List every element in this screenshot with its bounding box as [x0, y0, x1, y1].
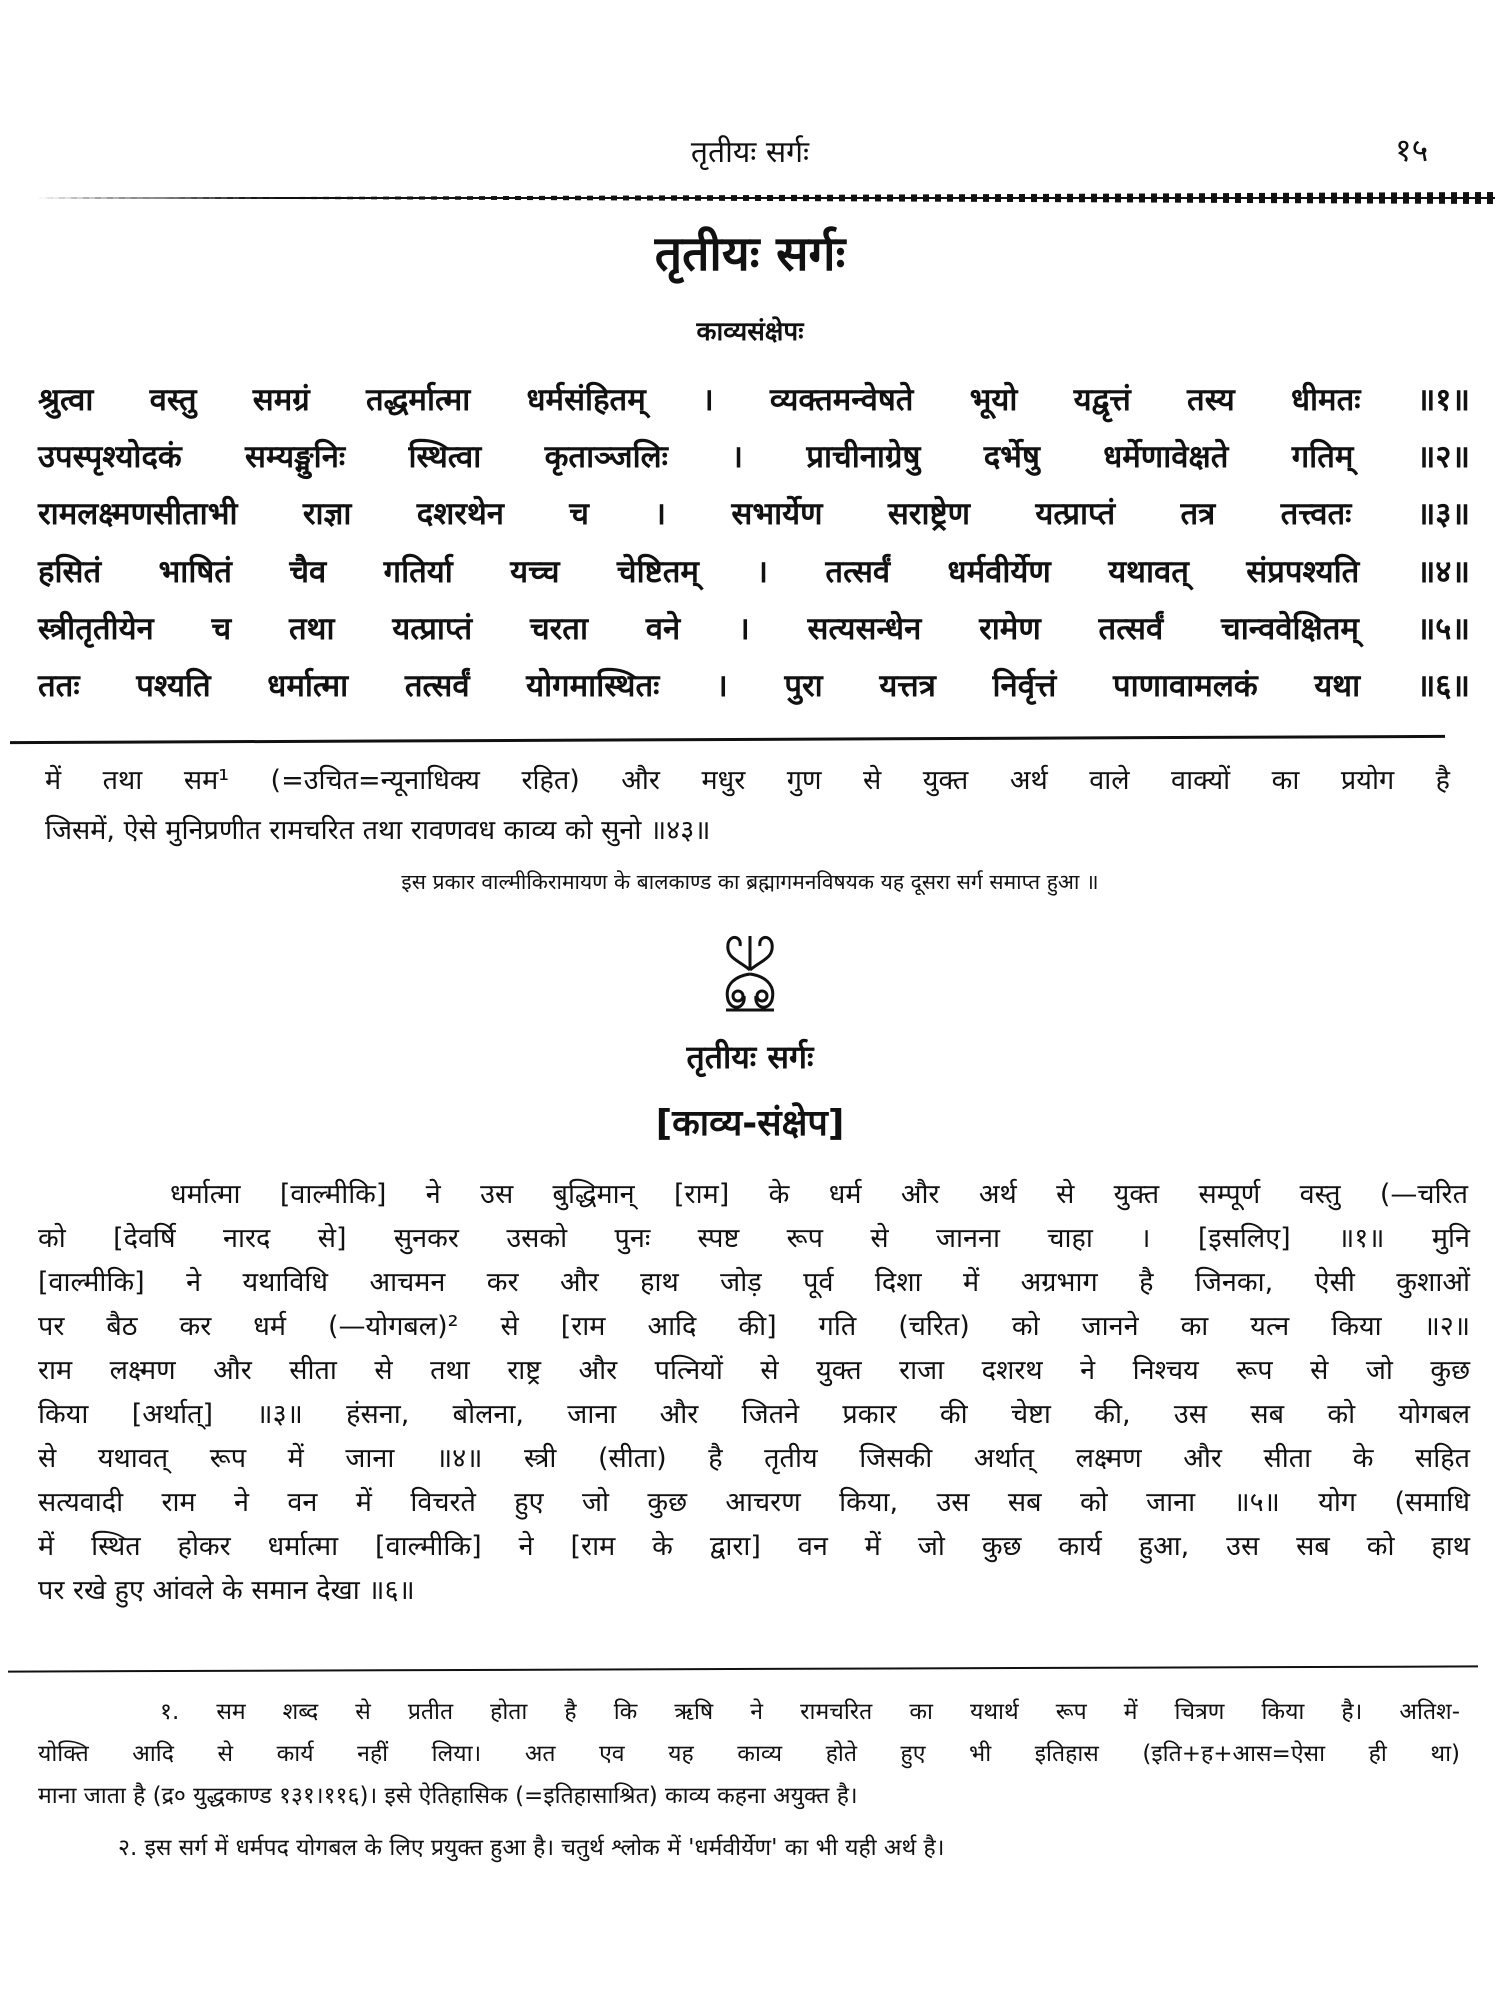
continuation-line: जिसमें, ऐसे मुनिप्रणीत रामचरित तथा रावणवध काव्य को सुनो ॥४३॥ [45, 815, 711, 846]
section-divider [10, 735, 1445, 744]
footnote-line: १. सम शब्द से प्रतीत होता है कि ऋषि ने रामचरित का यथार्थ रूप में चित्रण किया है। अतिश- [160, 1699, 1460, 1725]
running-header-title: तृतीयः सर्गः [690, 135, 810, 170]
verse-line: ततः पश्यति धर्मात्मा तत्सर्वं योगमास्थितः । पुरा यत्तत्र निर्वृत्तं पाणावामलकं यथा ॥६॥ [38, 668, 1470, 704]
colophon: इस प्रकार वाल्मीकिरामायण के बालकाण्ड का ब्रह्मागमनविषयक यह दूसरा सर्ग समाप्त हुआ ॥ [401, 870, 1099, 894]
hindi-chapter-title: तृतीयः सर्गः [686, 1038, 814, 1076]
translation-line: किया [अर्थात्] ॥३॥ हंसना, बोलना, जाना और जितने प्रकार की चेष्टा की, उस सब को योगबल [38, 1399, 1470, 1430]
sanskrit-chapter-subtitle: काव्यसंक्षेपः [696, 317, 804, 347]
translation-line: [वाल्मीकि] ने यथाविधि आचमन कर और हाथ जोड़ पूर्व दिशा में अग्रभाग है जिनका, ऐसी कुशाओं [38, 1267, 1470, 1298]
translation-line: को [देवर्षि नारद से] सुनकर उसको पुनः स्पष्ट रूप से जानना चाहा । [इसलिए] ॥१॥ मुनि [38, 1223, 1470, 1254]
footnote-divider [8, 1665, 1478, 1672]
floral-ornament-icon [718, 930, 782, 1014]
verse-line: रामलक्ष्मणसीताभी राज्ञा दशरथेन च । सभार्येण सराष्ट्रेण यत्प्राप्तं तत्र तत्त्वतः ॥३॥ [38, 496, 1470, 532]
translation-line: पर बैठ कर धर्म (—योगबल)² से [राम आदि की] गति (चरित) को जानने का यत्न किया ॥२॥ [38, 1311, 1470, 1342]
translation-line: सत्यवादी राम ने वन में विचरते हुए जो कुछ आचरण किया, उस सब को जाना ॥५॥ योग (समाधि [38, 1487, 1470, 1518]
translation-line: पर रखे हुए आंवले के समान देखा ॥६॥ [38, 1575, 415, 1606]
translation-line: से यथावत् रूप में जाना ॥४॥ स्त्री (सीता) है तृतीय जिसकी अर्थात् लक्ष्मण और सीता के सहित [38, 1443, 1470, 1474]
hindi-chapter-subtitle: [काव्य-संक्षेप] [655, 1103, 845, 1144]
verse-line: उपस्पृश्योदकं सम्यङ्मुनिः स्थित्वा कृताञ्जलिः । प्राचीनाग्रेषु दर्भेषु धर्मेणावेक्षते गतिम् ॥२॥ [38, 439, 1470, 475]
footnote-line: माना जाता है (द्र० युद्धकाण्ड १३१।११६)। इसे ऐतिहासिक (=इतिहासाश्रित) काव्य कहना अयुक्त है। [38, 1783, 858, 1809]
ornamental-rule [35, 192, 1495, 204]
translation-line: राम लक्ष्मण और सीता से तथा राष्ट्र और पत्नियों से युक्त राजा दशरथ ने निश्चय रूप से जो कुछ [38, 1355, 1470, 1386]
sanskrit-chapter-title: तृतीयः सर्गः [654, 226, 846, 282]
verse-line: स्त्रीतृतीयेन च तथा यत्प्राप्तं चरता वने । सत्यसन्धेन रामेण तत्सर्वं चान्ववेक्षितम् ॥५॥ [38, 611, 1470, 647]
translation-line: धर्मात्मा [वाल्मीकि] ने उस बुद्धिमान् [राम] के धर्म और अर्थ से युक्त सम्पूर्ण वस्तु (—चरित [170, 1179, 1468, 1210]
translation-line: में स्थित होकर धर्मात्मा [वाल्मीकि] ने [राम के द्वारा] वन में जो कुछ कार्य हुआ, उस सब को हाथ [38, 1531, 1470, 1562]
footnote-line: योक्ति आदि से कार्य नहीं लिया। अत एव यह काव्य होते हुए भी इतिहास (इति+ह+आस=ऐसा ही था) [38, 1741, 1460, 1767]
verse-line: हसितं भाषितं चैव गतिर्या यच्च चेष्टितम् । तत्सर्वं धर्मवीर्येण यथावत् संप्रपश्यति ॥४॥ [38, 554, 1470, 590]
footnote-line: २. इस सर्ग में धर्मपद योगबल के लिए प्रयुक्त हुआ है। चतुर्थ श्लोक में 'धर्मवीर्येण' का भी यही अर्थ है। [118, 1835, 945, 1861]
continuation-line: में तथा सम¹ (=उचित=न्यूनाधिक्य रहित) और मधुर गुण से युक्त अर्थ वाले वाक्यों का प्रयोग है [45, 765, 1450, 796]
page-number: १५ [1395, 131, 1429, 169]
verse-line: श्रुत्वा वस्तु समग्रं तद्धर्मात्मा धर्मसंहितम् । व्यक्तमन्वेषते भूयो यद्वृत्तं तस्य धीमतः ॥१॥ [38, 382, 1470, 418]
